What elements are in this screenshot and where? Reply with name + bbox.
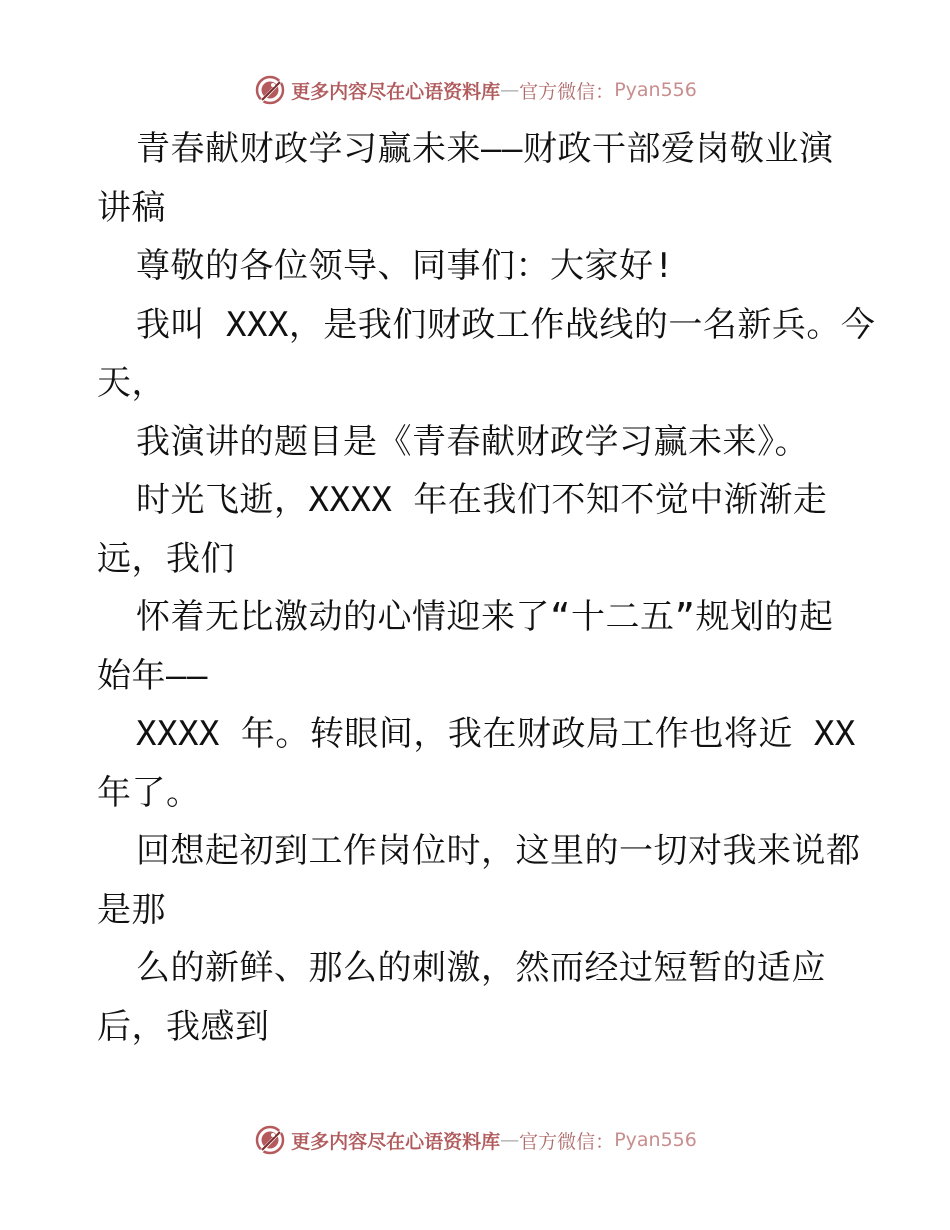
paragraph-line: 天， [97, 363, 166, 403]
paragraph-line: 回想起初到工作岗位时，这里的一切对我来说都 [136, 831, 861, 871]
watermark-wechat-label: 官方微信： [519, 80, 615, 103]
watermark-site-text: 更多内容尽在心语资料库 [291, 1130, 501, 1153]
footer-watermark [0, 1120, 950, 1160]
paragraph-line: 年了。 [97, 772, 201, 813]
paragraph-line: XXXX 年。转眼间，我在财政局工作也将近 XX [136, 714, 856, 754]
paragraph-line: 怀着无比激动的心情迎来了“十二五”规划的起 [136, 597, 834, 637]
paragraph-line: 后，我感到 [97, 1006, 270, 1047]
paragraph-line: 时光飞逝，XXXX 年在我们不知不觉中渐渐走 [136, 480, 828, 520]
document-body [97, 120, 876, 1056]
document-title-line-2: 讲稿 [97, 187, 166, 228]
paragraph-lines [97, 237, 876, 1056]
quill-logo-icon [253, 73, 287, 107]
paragraph-line: 么的新鲜、那么的刺激，然而经过短暂的适应 [136, 948, 826, 988]
paragraph-line: 尊敬的各位领导、同事们：大家好! [136, 246, 675, 286]
watermark-site-text: 更多内容尽在心语资料库 [291, 80, 501, 103]
paragraph-line: 我演讲的题目是《青春献财政学习赢未来》。 [136, 421, 809, 462]
watermark-wechat-id: Pyan556 [614, 1129, 697, 1151]
paragraph-line: 远，我们 [97, 538, 235, 579]
watermark-wechat-id: Pyan556 [614, 79, 697, 101]
watermark-separator: — [500, 79, 520, 101]
paragraph-line: 是那 [97, 889, 166, 930]
document-title-line-1: 青春献财政学习赢未来——财政干部爱岗敬业演 [136, 129, 834, 169]
header-watermark [0, 70, 950, 110]
watermark-separator: — [500, 1129, 520, 1151]
paragraph-line: 始年—— [97, 655, 208, 696]
watermark-wechat-label: 官方微信： [519, 1130, 615, 1153]
quill-logo-icon [253, 1123, 287, 1157]
paragraph-line: 我叫 XXX，是我们财政工作战线的一名新兵。今 [136, 304, 876, 345]
